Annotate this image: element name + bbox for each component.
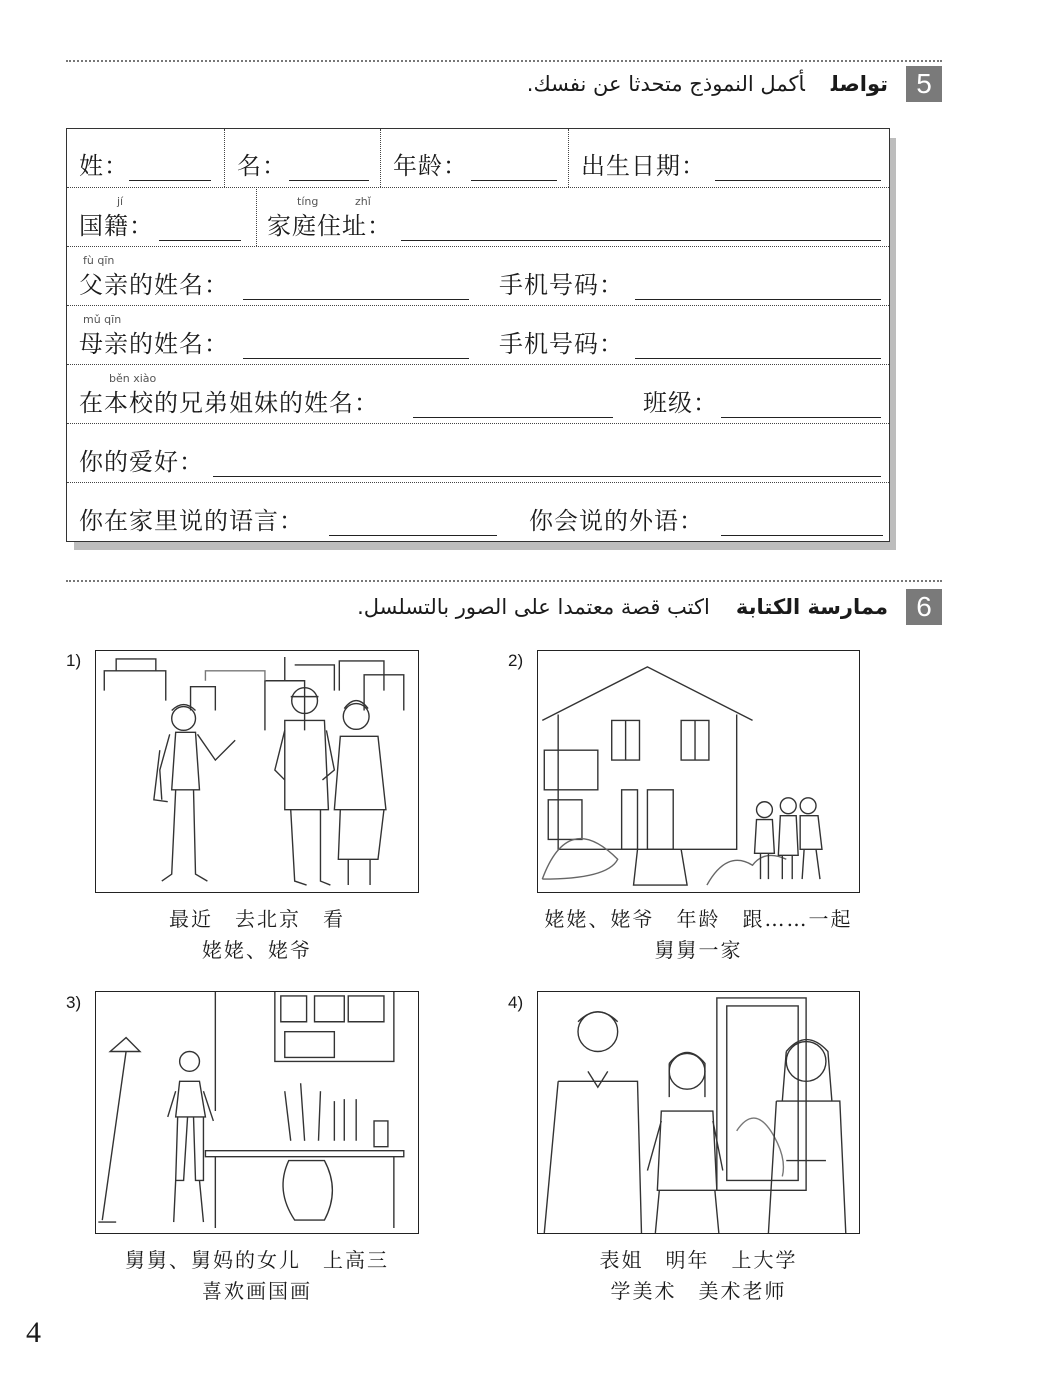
section-6-header (66, 589, 942, 629)
siblings-blank[interactable] (413, 417, 613, 418)
mother-name-label: 母亲的姓名： (79, 330, 229, 358)
section-5-header (66, 66, 942, 106)
nationality-label: 国籍： (79, 212, 154, 240)
home-language-label: 你在家里说的语言： (79, 507, 304, 535)
section-6-label: ممارسة الكتابة (735, 595, 888, 619)
hobby-blank[interactable] (213, 476, 881, 477)
row-divider (67, 364, 889, 365)
age-label: 年龄： (393, 152, 468, 180)
section-5-divider (66, 60, 942, 62)
father-name-label: 父亲的姓名： (79, 271, 229, 299)
section-6-divider (66, 580, 942, 582)
section-5-instruction: أكمل النموذج متحدثا عن نفسك. (526, 72, 805, 96)
row-divider (67, 187, 889, 188)
picture-4-number: 4) (508, 993, 524, 1012)
personal-info-form (66, 128, 890, 542)
picture-1-grandparents-visit (95, 650, 419, 893)
picture-2-house-family (537, 650, 860, 893)
given-name-blank[interactable] (289, 180, 369, 181)
row-divider (67, 423, 889, 424)
picture-4-cousin-with-teacher (537, 991, 860, 1234)
section-5-number: 5 (906, 66, 942, 102)
given-name-label: 名： (237, 152, 287, 180)
picture-3-number: 3) (66, 993, 82, 1012)
address-pinyin-2: zhǐ (355, 195, 371, 208)
birth-date-label: 出生日期： (581, 152, 706, 180)
column-divider (568, 129, 569, 187)
picture-3-caption-line-1: 舅舅、舅妈的女儿 上高三 (125, 1248, 389, 1272)
father-phone-label: 手机号码： (499, 271, 624, 299)
age-blank[interactable] (471, 180, 557, 181)
picture-2-number: 2) (508, 651, 524, 670)
section-6-instruction: اكتب قصة معتمدا على الصور بالتسلسل. (357, 595, 710, 619)
picture-1-caption-line-1: 最近 去北京 看 (169, 907, 345, 931)
home-address-blank[interactable] (401, 240, 881, 241)
row-divider (67, 482, 889, 483)
home-address-label: 家庭住址： (267, 212, 392, 240)
mother-name-blank[interactable] (243, 358, 469, 359)
section-6-number: 6 (906, 589, 942, 625)
foreign-language-blank[interactable] (721, 535, 883, 536)
section-5-heading (527, 68, 888, 100)
address-pinyin-1: tíng (297, 195, 319, 208)
father-pinyin: fù qīn (83, 254, 115, 267)
home-language-blank[interactable] (329, 535, 497, 536)
row-divider (67, 305, 889, 306)
row-divider (67, 246, 889, 247)
column-divider (256, 187, 257, 246)
surname-blank[interactable] (129, 180, 211, 181)
siblings-pinyin: běn xiào (109, 372, 157, 385)
nationality-pinyin: jí (117, 195, 124, 208)
column-divider (224, 129, 225, 187)
father-name-blank[interactable] (243, 299, 469, 300)
mother-pinyin: mǔ qīn (83, 313, 122, 326)
nationality-blank[interactable] (159, 240, 241, 241)
page-number: 4 (26, 1316, 41, 1349)
section-5-label: تواصل (830, 72, 888, 96)
surname-label: 姓： (79, 152, 129, 180)
foreign-language-label: 你会说的外语： (529, 507, 704, 535)
section-6-heading (357, 591, 888, 623)
hobby-label: 你的爱好： (79, 448, 204, 476)
picture-1-number: 1) (66, 651, 82, 670)
birth-date-blank[interactable] (715, 180, 881, 181)
picture-4-caption-line-1: 表姐 明年 上大学 (599, 1248, 798, 1272)
picture-2-caption-line-1: 姥姥、姥爷 年龄 跟……一起 (544, 907, 853, 931)
father-phone-blank[interactable] (635, 299, 881, 300)
picture-2-caption-line-2: 舅舅一家 (654, 938, 743, 962)
picture-4-caption-line-2: 学美术 美术老师 (610, 1279, 787, 1303)
picture-3-cousin-painting (95, 991, 419, 1234)
class-blank[interactable] (721, 417, 881, 418)
mother-phone-label: 手机号码： (499, 330, 624, 358)
picture-1-caption-line-2: 姥姥、姥爷 (202, 938, 312, 962)
siblings-label: 在本校的兄弟姐妹的姓名： (79, 389, 379, 417)
column-divider (380, 129, 381, 187)
mother-phone-blank[interactable] (635, 358, 881, 359)
class-label: 班级： (643, 389, 718, 417)
picture-3-caption-line-2: 喜欢画国画 (202, 1279, 312, 1303)
